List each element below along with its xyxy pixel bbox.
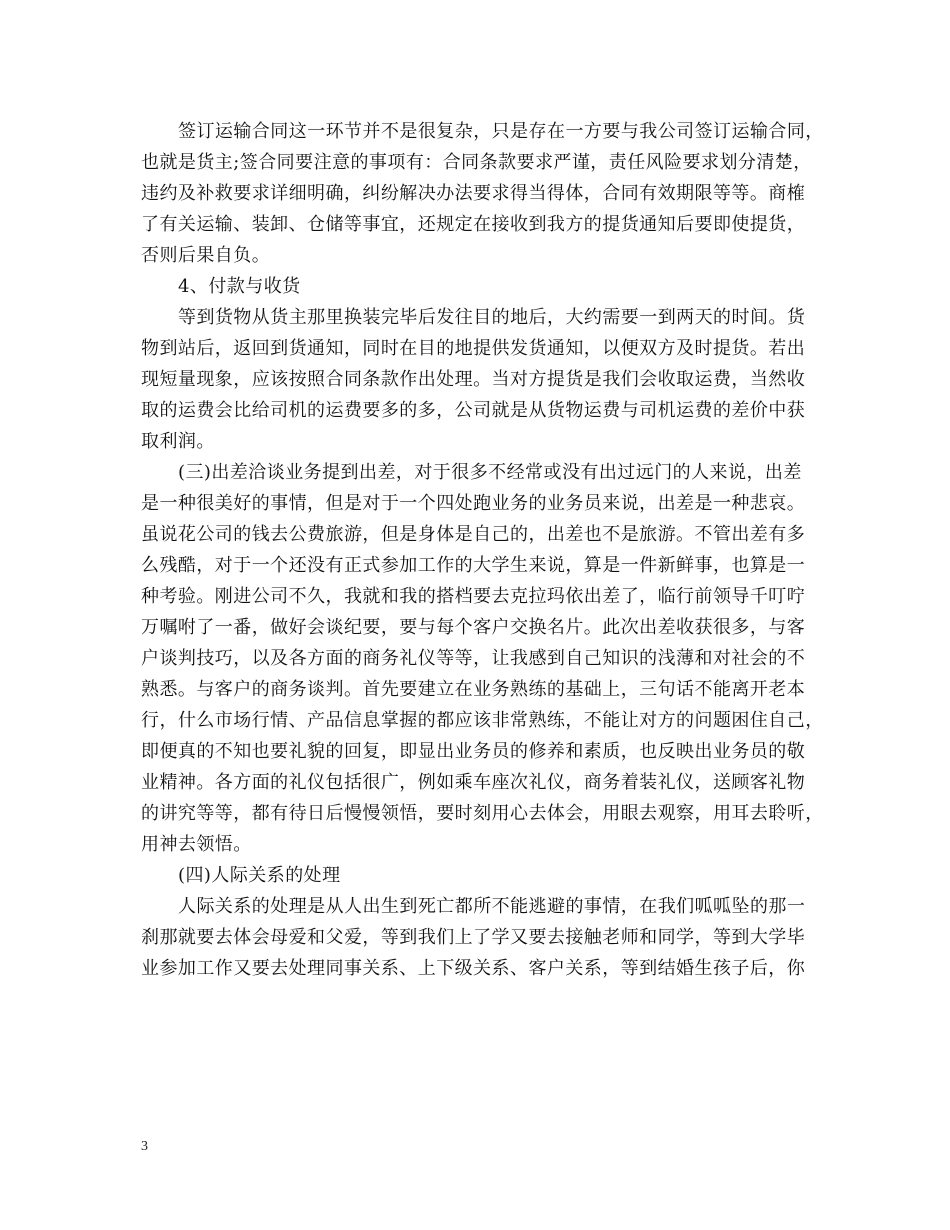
text-line: 刹那就要去体会母爱和父爱，等到我们上了学又要去接触老师和同学，等到大学毕 bbox=[141, 927, 806, 948]
page-number: 3 bbox=[141, 1139, 148, 1154]
text-line: 熟悉。与客户的商务谈判。首先要建立在业务熟练的基础上，三句话不能离开老本 bbox=[141, 679, 806, 700]
text-line: 业参加工作又要去处理同事关系、上下级关系、客户关系，等到结婚生孩子后，你 bbox=[141, 958, 806, 979]
text-line: (三)出差洽谈业务提到出差，对于很多不经常或没有出过远门的人来说，出差 bbox=[178, 462, 802, 483]
text-line: 违约及补救要求详细明确，纠纷解决办法要求得当得体，合同有效期限等等。商榷 bbox=[141, 183, 806, 204]
text-line: 物到站后，返回到货通知，同时在目的地提供发货通知，以便双方及时提货。若出 bbox=[141, 338, 806, 359]
section-heading: (四)人际关系的处理 bbox=[178, 865, 341, 886]
text-line: 即便真的不知也要礼貌的回复，即显出业务员的修养和素质，也反映出业务员的敬 bbox=[141, 741, 806, 762]
text-line: 业精神。各方面的礼仪包括很广，例如乘车座次礼仪，商务着装礼仪，送顾客礼物 bbox=[141, 772, 806, 793]
text-line: 是一种很美好的事情，但是对于一个四处跑业务的业务员来说，出差是一种悲哀。 bbox=[141, 493, 806, 514]
text-line: 种考验。刚进公司不久，我就和我的搭档要去克拉玛依出差了，临行前领导千叮咛 bbox=[141, 586, 806, 607]
text-line: 用神去领悟。 bbox=[141, 834, 252, 855]
text-line: 虽说花公司的钱去公费旅游，但是身体是自己的，出差也不是旅游。不管出差有多 bbox=[141, 524, 806, 545]
text-line: 人际关系的处理是从人出生到死亡都所不能逃避的事情，在我们呱呱坠的那一 bbox=[178, 896, 806, 917]
body-text bbox=[141, 116, 841, 984]
text-line: 万嘱咐了一番，做好会谈纪要，要与每个客户交换名片。此次出差收获很多，与客 bbox=[141, 617, 806, 638]
text-line: 么残酷，对于一个还没有正式参加工作的大学生来说，算是一件新鲜事，也算是一 bbox=[141, 555, 806, 576]
text-line: 行，什么市场行情、产品信息掌握的都应该非常熟练，不能让对方的问题困住自己， bbox=[141, 710, 824, 731]
text-line: 等到货物从货主那里换装完毕后发往目的地后，大约需要一到两天的时间。货 bbox=[178, 307, 806, 328]
text-line: 否则后果自负。 bbox=[141, 245, 271, 266]
text-line: 也就是货主;签合同要注意的事项有：合同条款要求严谨，责任风险要求划分清楚， bbox=[141, 152, 812, 173]
text-line: 现短量现象，应该按照合同条款作出处理。当对方提货是我们会收取运费，当然收 bbox=[141, 369, 806, 390]
text-line: 了有关运输、装卸、仓储等事宜，还规定在接收到我方的提货通知后要即使提货， bbox=[141, 214, 806, 235]
text-line: 取利润。 bbox=[141, 431, 215, 452]
text-line: 的讲究等等，都有待日后慢慢领悟，要时刻用心去体会，用眼去观察，用耳去聆听， bbox=[141, 803, 824, 824]
text-line: 取的运费会比给司机的运费要多的多，公司就是从货物运费与司机运费的差价中获 bbox=[141, 400, 806, 421]
text-line: 签订运输合同这一环节并不是很复杂，只是存在一方要与我公司签订运输合同， bbox=[178, 121, 824, 142]
section-heading: 4、付款与收货 bbox=[178, 276, 301, 297]
text-line: 户谈判技巧，以及各方面的商务礼仪等等，让我感到自己知识的浅薄和对社会的不 bbox=[141, 648, 806, 669]
